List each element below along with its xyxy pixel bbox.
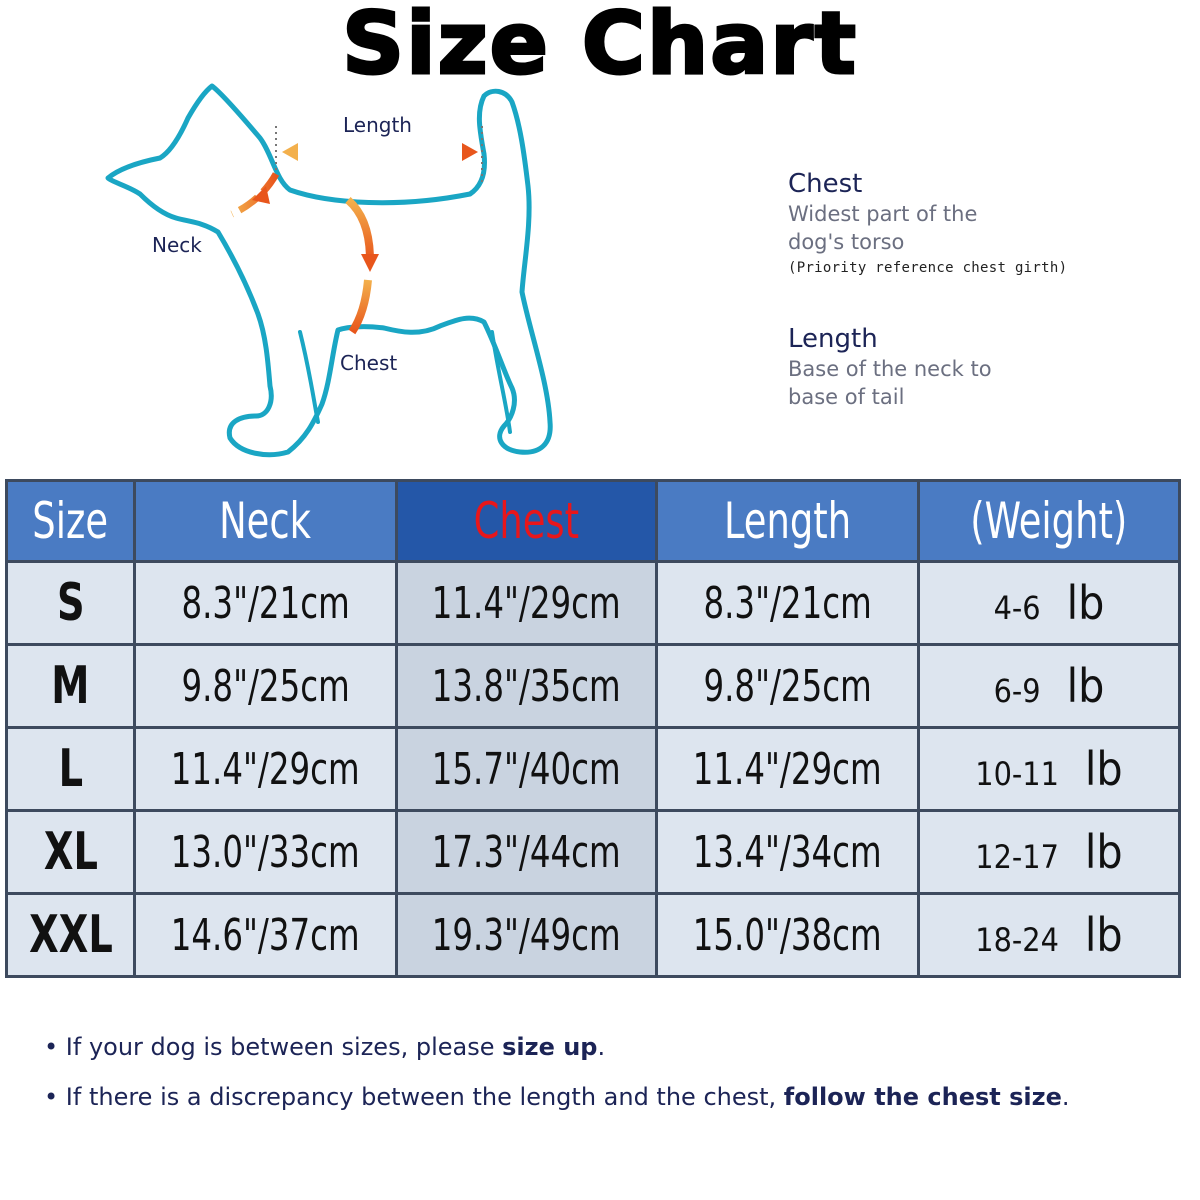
header-weight: (Weight) — [919, 481, 1180, 562]
size-table-header-row — [7, 481, 1180, 562]
cell-length: 13.4"/34cm — [657, 811, 919, 894]
size-notes — [44, 1022, 1070, 1122]
chest-info-desc-1: Widest part of the — [788, 202, 978, 226]
orange-arrow-icon — [282, 143, 478, 161]
note-size-up: • If your dog is between sizes, please size up. — [44, 1033, 606, 1061]
header-size: Size — [7, 481, 135, 562]
cell-neck: 13.0"/33cm — [135, 811, 397, 894]
page-title: Size Chart — [342, 0, 858, 94]
note-follow-chest: • If there is a discrepancy between the length and the chest, follow the chest size. — [44, 1083, 1070, 1111]
length-info — [788, 323, 992, 411]
cell-weight: 18-24 lb — [919, 894, 1180, 977]
cell-weight: 6-9 lb — [919, 645, 1180, 728]
cell-length: 9.8"/25cm — [657, 645, 919, 728]
chest-info-note: (Priority reference chest girth) — [788, 260, 1068, 276]
cell-size: XL — [7, 811, 135, 894]
dog-measurement-diagram — [100, 82, 570, 462]
diagram-label-neck: Neck — [152, 233, 202, 257]
size-table — [5, 479, 1181, 978]
cell-size: M — [7, 645, 135, 728]
chest-info-desc-2: dog's torso — [788, 230, 905, 254]
cell-neck: 9.8"/25cm — [135, 645, 397, 728]
cell-length: 8.3"/21cm — [657, 562, 919, 645]
table-row — [7, 562, 1180, 645]
cell-weight: 10-11 lb — [919, 728, 1180, 811]
cell-neck: 11.4"/29cm — [135, 728, 397, 811]
diagram-label-length: Length — [343, 113, 412, 137]
table-row — [7, 811, 1180, 894]
length-info-heading: Length — [788, 324, 878, 354]
table-row — [7, 894, 1180, 977]
cell-size: L — [7, 728, 135, 811]
cell-chest: 17.3"/44cm — [397, 811, 657, 894]
table-row — [7, 645, 1180, 728]
cell-weight: 12-17 lb — [919, 811, 1180, 894]
header-chest: Chest — [397, 481, 657, 562]
cell-size: S — [7, 562, 135, 645]
length-info-desc-2: base of tail — [788, 385, 905, 409]
header-length: Length — [657, 481, 919, 562]
cell-size: XXL — [7, 894, 135, 977]
cell-length: 15.0"/38cm — [657, 894, 919, 977]
table-row — [7, 728, 1180, 811]
cell-neck: 8.3"/21cm — [135, 562, 397, 645]
diagram-label-chest: Chest — [340, 351, 398, 375]
chest-info — [788, 168, 1067, 276]
cell-chest: 15.7"/40cm — [397, 728, 657, 811]
cell-length: 11.4"/29cm — [657, 728, 919, 811]
length-info-desc-1: Base of the neck to — [788, 357, 992, 381]
cell-chest: 11.4"/29cm — [397, 562, 657, 645]
cell-chest: 13.8"/35cm — [397, 645, 657, 728]
chest-info-heading: Chest — [788, 169, 863, 199]
header-neck: Neck — [135, 481, 397, 562]
cell-weight: 4-6 lb — [919, 562, 1180, 645]
cell-chest: 19.3"/49cm — [397, 894, 657, 977]
dog-outline-icon — [100, 82, 570, 462]
cell-neck: 14.6"/37cm — [135, 894, 397, 977]
